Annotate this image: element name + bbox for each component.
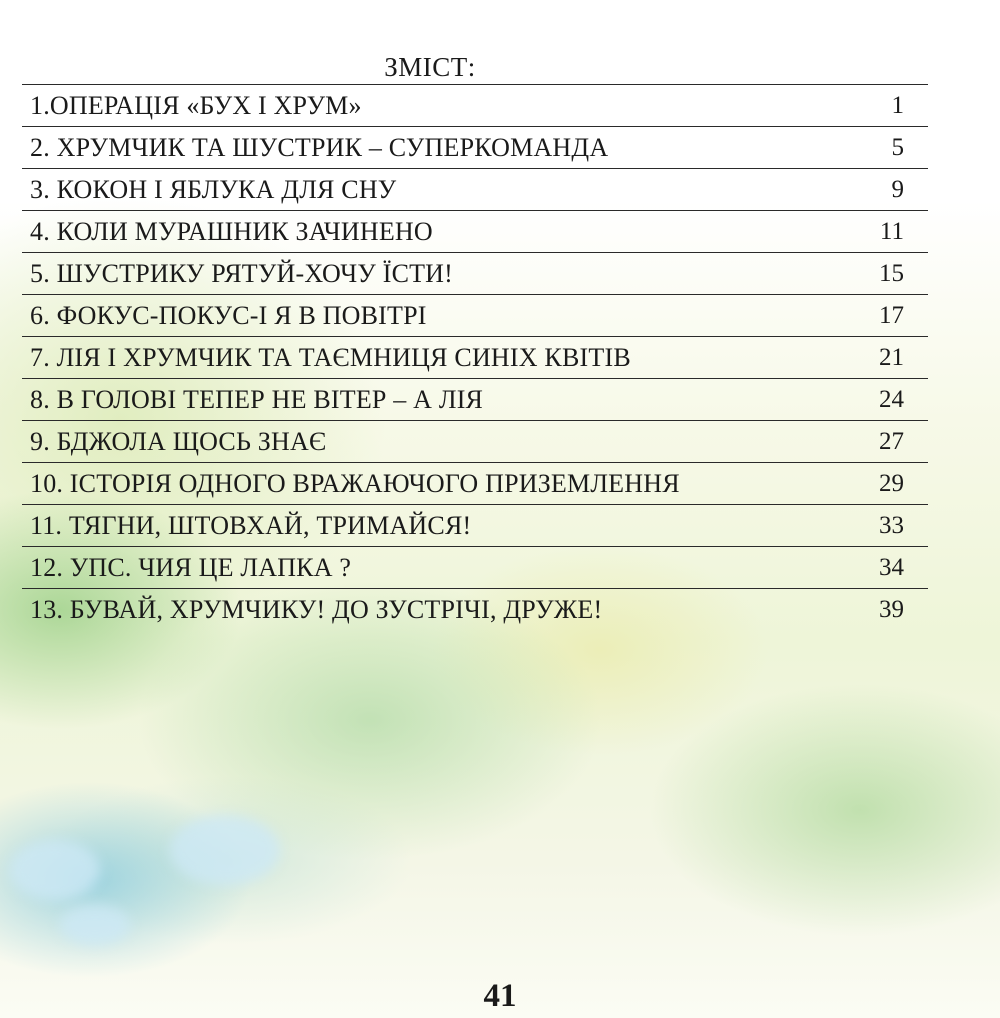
- toc-entry[interactable]: [22, 336, 928, 378]
- toc-entry[interactable]: [22, 168, 928, 210]
- background-cloud: [170, 815, 280, 885]
- toc-entry[interactable]: [22, 84, 928, 126]
- toc-entry-title: 4. КОЛИ МУРАШНИК ЗАЧИНЕНО: [30, 217, 433, 246]
- toc-entry-title: 13. БУВАЙ, ХРУМЧИКУ! ДО ЗУСТРІЧІ, ДРУЖЕ!: [30, 595, 603, 624]
- toc-entry[interactable]: [22, 378, 928, 420]
- toc-entry-title: 10. ІСТОРІЯ ОДНОГО ВРАЖАЮЧОГО ПРИЗЕМЛЕННЯ: [30, 469, 680, 498]
- toc-entry-page: 1: [891, 92, 904, 119]
- toc-entry-page: 34: [879, 554, 904, 581]
- toc-entry-title: 8. В ГОЛОВІ ТЕПЕР НЕ ВІТЕР – А ЛІЯ: [30, 385, 484, 414]
- toc-title: ЗМІСТ:: [384, 52, 476, 82]
- table-of-contents: [22, 84, 928, 630]
- toc-entry[interactable]: [22, 294, 928, 336]
- toc-entry-page: 15: [879, 260, 904, 287]
- toc-entry-title: 2. ХРУМЧИК ТА ШУСТРИК – СУПЕРКОМАНДА: [30, 133, 609, 162]
- toc-entry[interactable]: [22, 210, 928, 252]
- page-number: 41: [483, 978, 517, 1014]
- toc-entry-page: 29: [879, 470, 904, 497]
- toc-entry-title: 6. ФОКУС-ПОКУС-І Я В ПОВІТРІ: [30, 301, 427, 330]
- toc-entry-page: 11: [879, 218, 904, 245]
- toc-entry-title: 7. ЛІЯ І ХРУМЧИК ТА ТАЄМНИЦЯ СИНІХ КВІТІВ: [30, 343, 631, 372]
- toc-entry-page: 39: [879, 596, 904, 623]
- toc-entry-page: 27: [879, 428, 904, 455]
- toc-entry-page: 17: [879, 302, 904, 329]
- toc-entry[interactable]: [22, 546, 928, 588]
- toc-entry[interactable]: [22, 126, 928, 168]
- toc-entry[interactable]: [22, 588, 928, 630]
- toc-entry-page: 5: [891, 134, 904, 161]
- toc-entry[interactable]: [22, 462, 928, 504]
- toc-entry-title: 3. КОКОН І ЯБЛУКА ДЛЯ СНУ: [30, 175, 397, 204]
- toc-entry[interactable]: [22, 420, 928, 462]
- toc-entry[interactable]: [22, 252, 928, 294]
- toc-entry-page: 33: [879, 512, 904, 539]
- toc-entry-title: 12. УПС. ЧИЯ ЦЕ ЛАПКА ?: [30, 553, 352, 582]
- toc-entry-title: 1.ОПЕРАЦІЯ «БУХ І ХРУМ»: [30, 91, 362, 120]
- toc-entry-page: 21: [879, 344, 904, 371]
- toc-entry-page: 9: [891, 176, 904, 203]
- background-cloud: [10, 840, 100, 900]
- toc-entry[interactable]: [22, 504, 928, 546]
- toc-entry-title: 5. ШУСТРИКУ РЯТУЙ-ХОЧУ ЇСТИ!: [30, 259, 454, 288]
- toc-entry-title: 9. БДЖОЛА ЩОСЬ ЗНАЄ: [30, 427, 327, 456]
- toc-entry-page: 24: [879, 386, 904, 413]
- background-cloud: [60, 905, 130, 945]
- toc-entry-title: 11. ТЯГНИ, ШТОВХАЙ, ТРИМАЙСЯ!: [30, 511, 472, 540]
